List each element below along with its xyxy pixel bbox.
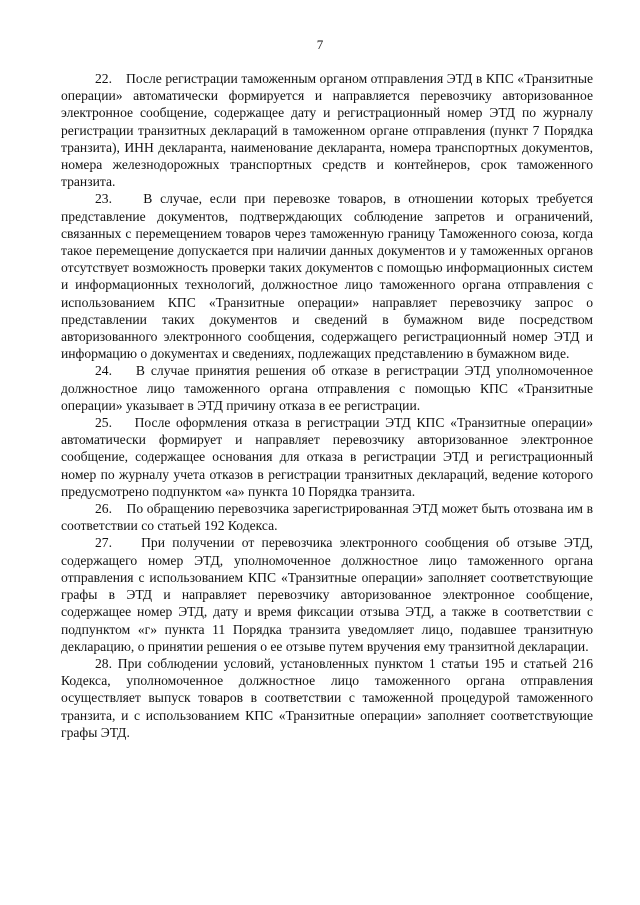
page-number: 7 — [316, 37, 324, 52]
paragraph-number: 22. — [95, 71, 112, 86]
paragraph-text: При получении от перевозчика электронного сообщения об отзыве ЭТД, содержащего номер ЭТД, уполномоченное должностное лицо таможенного органа отправления с использованием КПС «Транзитные операции» заполняет соответствующие графы в ЭТД и направляет перевозчику авторизованное электронное сообщение, содержащее номер ЭТД, дату и время фиксации отзыва ЭТД, а также в соответствии с подпунктом «г» пункта 11 Порядка транзита уведомляет лицо, подавшее транзитную декларацию, о принятии решения о ее отзыве путем вручения ему транзитной декларации. — [61, 535, 593, 654]
paragraph-text: В случае, если при перевозке товаров, в отношении которых требуется представление документов, подтверждающих соблюдение запретов и ограничений, связанных с перемещением товаров через таможенную границу Таможенного союза, когда такое перемещение допускается при наличии данных документов и у таможенных органов отсутствует возможность проверки таких документов с помощью информационных систем и информационных технологий, должностное лицо таможенного органа отправления с использованием КПС «Транзитные операции» направляет перевозчику запрос о представлении таких документов и сведений в бумажном виде посредством авторизованного электронного сообщения, содержащего регистрационный номер ЭТД и информацию о документах и сведениях, подлежащих представлению в бумажном виде. — [61, 191, 593, 362]
paragraph-text: После оформления отказа в регистрации ЭТД КПС «Транзитные операции» автоматически формирует и направляет перевозчику авторизованное электронное сообщение, содержащее основания для отказа в регистрации ЭТД и регистрационный номер по журналу учета отказов в регистрации транзитных деклараций, ведение которого предусмотрено подпунктом «а» пункта 10 Порядка транзита. — [61, 415, 593, 499]
paragraph-number: 23. — [95, 191, 112, 207]
paragraph-25 — [61, 414, 593, 500]
paragraph-number: 24. — [95, 363, 112, 379]
paragraph-number: 25. — [95, 415, 112, 431]
paragraph-text: После регистрации таможенным органом отправления ЭТД в КПС «Транзитные операции» автоматически формируется и направляется перевозчику авторизованное электронное сообщение, содержащее дату и регистрационный номер ЭТД по журналу регистрации транзитных деклараций в таможенном органе отправления (пункт 7 Порядка транзита), ИНН декларанта, наименование декларанта, номера транспортных документов, номера железнодорожных транспортных средств и контейнеров, срок таможенного транзита. — [61, 71, 594, 190]
paragraph-number: 28. — [95, 655, 112, 671]
paragraph-23 — [61, 190, 593, 362]
paragraph-24 — [61, 362, 593, 414]
paragraph-28 — [61, 655, 593, 741]
paragraph-text: При соблюдении условий, установленных пунктом 1 статьи 195 и статьей 216 Кодекса, уполномоченное должностное лицо таможенного органа отправления осуществляет выпуск товаров в соответствии с таможенной процедурой таможенного транзита, и с использованием КПС «Транзитные операции» заполняет соответствующие графы ЭТД. — [61, 655, 593, 740]
document-body — [61, 70, 593, 741]
paragraph-26 — [61, 500, 593, 534]
paragraph-27 — [61, 534, 593, 654]
paragraph-22 — [61, 70, 593, 190]
paragraph-text: В случае принятия решения об отказе в регистрации ЭТД уполномоченное должностное лицо таможенного органа отправления с помощью КПС «Транзитные операции» указывает в ЭТД причину отказа в ее регистрации. — [61, 363, 593, 413]
paragraph-text: По обращению перевозчика зарегистрированная ЭТД может быть отозвана им в соответствии со статьей 192 Кодекса. — [61, 501, 594, 534]
paragraph-number: 27. — [95, 535, 112, 551]
paragraph-number: 26. — [95, 501, 112, 517]
